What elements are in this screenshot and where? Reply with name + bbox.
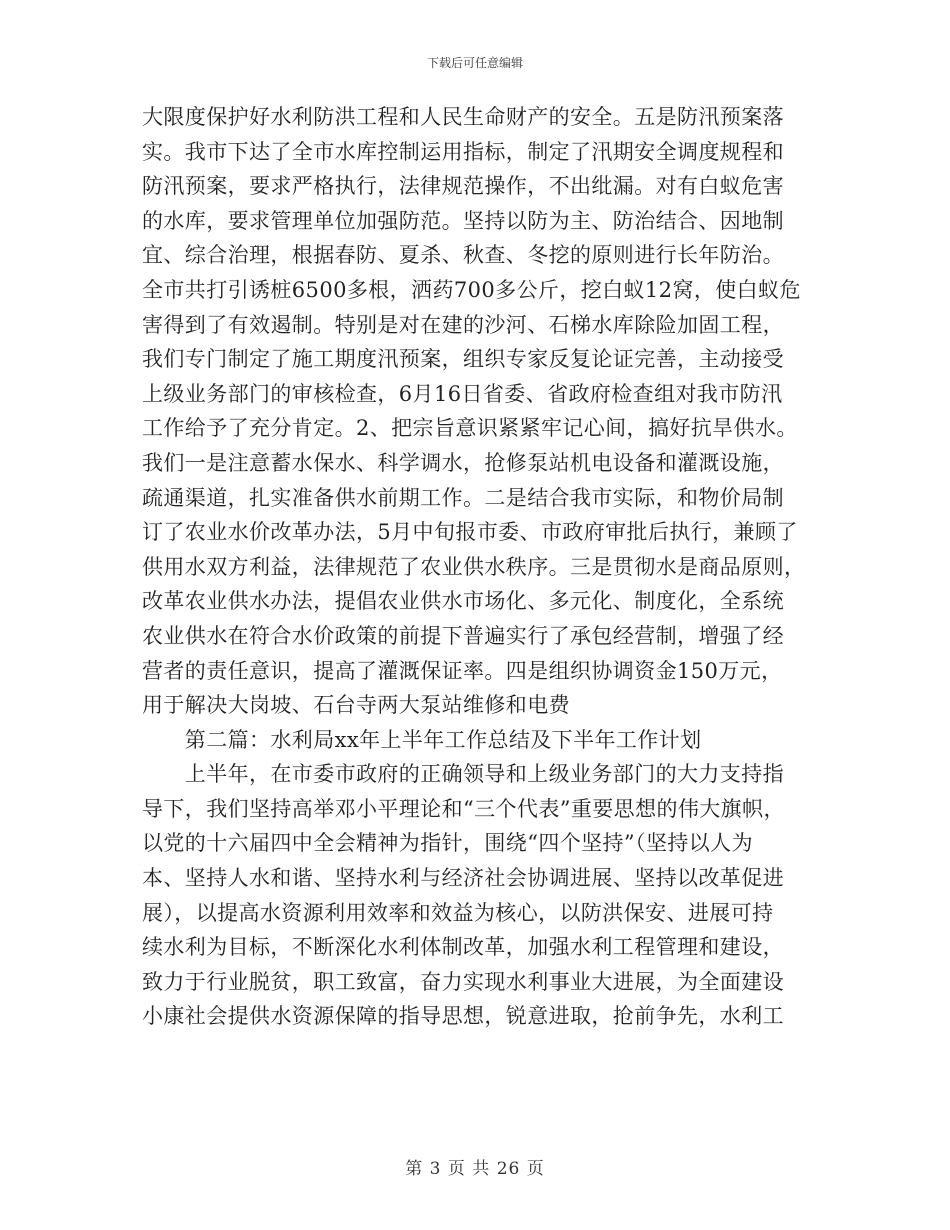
text-line: 工作给予了充分肯定。2、把宗旨意识紧紧牢记心间，搞好抗旱供水。 bbox=[142, 416, 798, 441]
text-line: 我们一是注意蓄水保水、科学调水，抢修泵站机电设备和灌溉设施， bbox=[142, 450, 784, 475]
text-line: 防汛预案，要求严格执行，法律规范操作，不出纰漏。对有白蚁危害 bbox=[142, 174, 784, 199]
page-header: 下载后可任意编辑 bbox=[426, 56, 523, 70]
text-line: 我们专门制定了施工期度汛预案，组织专家反复论证完善，主动接受 bbox=[142, 347, 784, 372]
text-line: 续水利为目标，不断深化水利体制改革，加强水利工程管理和建设， bbox=[142, 935, 784, 960]
text-line: 害得到了有效遏制。特别是对在建的沙河、石梯水库除险加固工程， bbox=[142, 312, 784, 337]
text-line: 上半年，在市委市政府的正确领导和上级业务部门的大力支持指 bbox=[142, 762, 784, 787]
text-line: 农业供水在符合水价政策的前提下普遍实行了承包经营制，增强了经 bbox=[142, 623, 784, 648]
text-line: 致力于行业脱贫，职工致富，奋力实现水利事业大进展，为全面建设 bbox=[142, 969, 784, 994]
text-line: 以党的十六届四中全会精神为指针，围绕“四个坚持”（坚持以人为 bbox=[142, 831, 753, 856]
text-line: 营者的责任意识，提高了灌溉保证率。四是组织协调资金150万元， bbox=[142, 658, 783, 683]
text-line: 展），以提高水资源利用效率和效益为核心，以防洪保安、进展可持 bbox=[142, 900, 774, 925]
text-line: 导下，我们坚持高举邓小平理论和“三个代表”重要思想的伟大旗帜， bbox=[142, 796, 785, 821]
text-line: 大限度保护好水利防洪工程和人民生命财产的安全。五是防汛预案落 bbox=[142, 105, 784, 129]
text-line: 实。我市下达了全市水库控制运用指标，制定了汛期安全调度规程和 bbox=[142, 139, 784, 164]
page-footer: 第 3 页 共 26 页 bbox=[405, 1159, 545, 1179]
document-body bbox=[142, 100, 814, 1034]
text-line: 的水库，要求管理单位加强防范。坚持以防为主、防治结合、因地制 bbox=[142, 208, 784, 233]
text-line: 上级业务部门的审核检查，6月16日省委、省政府检查组对我市防汛 bbox=[142, 381, 783, 406]
text-line: 订了农业水价改革办法，5月中旬报市委、市政府审批后执行，兼顾了 bbox=[142, 520, 798, 545]
text-line: 小康社会提供水资源保障的指导思想，锐意进取，抢前争先，水利工 bbox=[142, 1004, 784, 1029]
text-line: 本、坚持人水和谐、坚持水利与经济社会协调进展、坚持以改革促进 bbox=[142, 866, 784, 891]
text-line: 用于解决大岗坡、石台寺两大泵站维修和电费 bbox=[142, 693, 570, 718]
text-line: 供用水双方利益，法律规范了农业供水秩序。三是贯彻水是商品原则， bbox=[142, 554, 806, 579]
text-line: 疏通渠道，扎实准备供水前期工作。二是结合我市实际，和物价局制 bbox=[142, 485, 784, 510]
text-line: 改革农业供水办法，提倡农业供水市场化、多元化、制度化，全系统 bbox=[142, 589, 784, 614]
text-line: 全市共打引诱桩6500多根，洒药700多公斤，挖白蚁12窝，使白蚁危 bbox=[142, 277, 801, 302]
text-line: 第二篇：水利局xx年上半年工作总结及下半年工作计划 bbox=[142, 727, 702, 752]
text-line: 宜、综合治理，根据春防、夏杀、秋查、冬挖的原则进行长年防治。 bbox=[142, 243, 784, 268]
